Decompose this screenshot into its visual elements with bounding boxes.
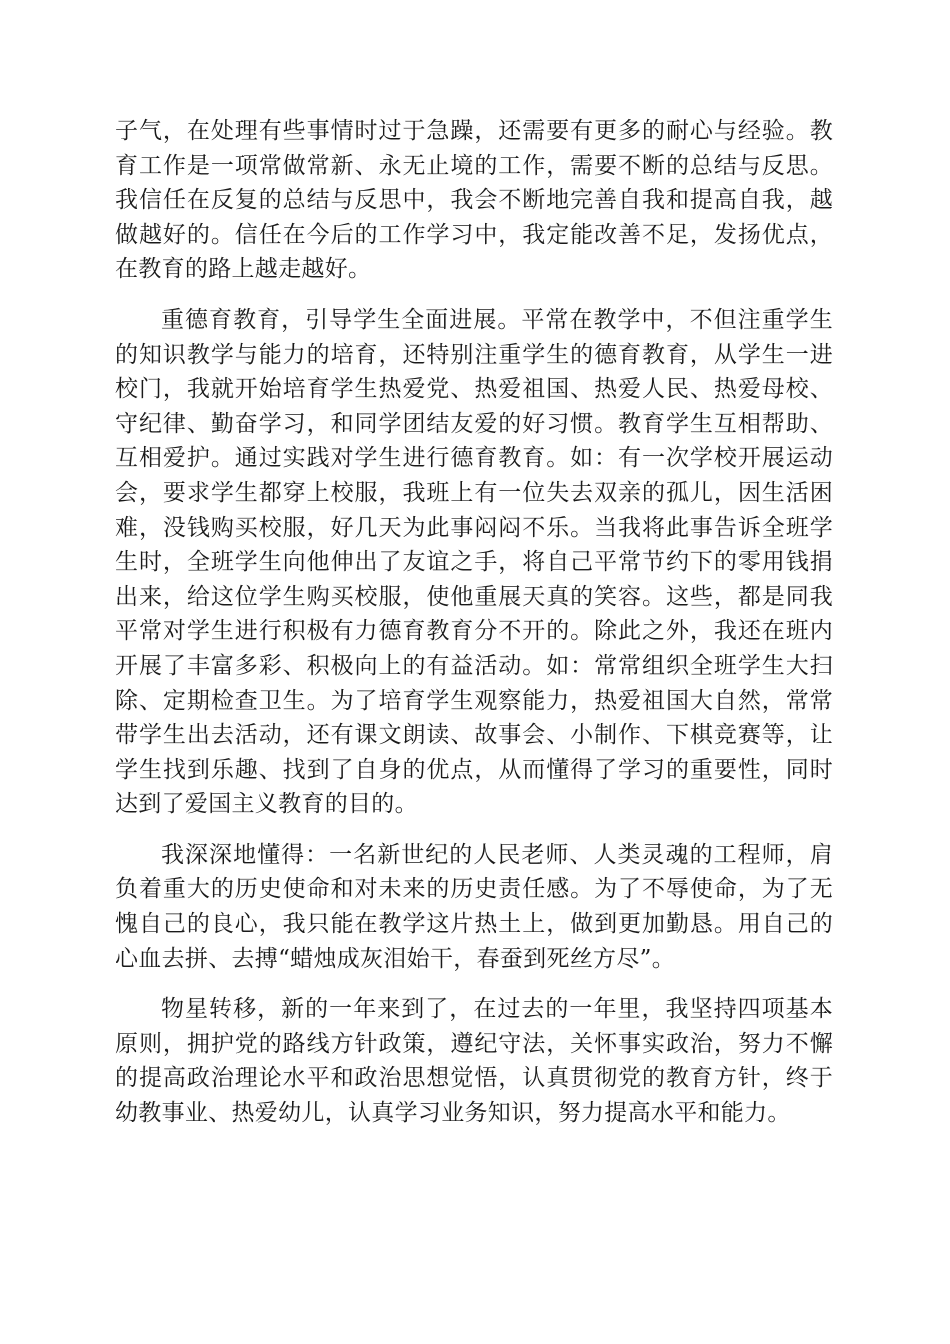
document-body xyxy=(115,114,833,1131)
paragraph-new-year: 物星转移，新的一年来到了，在过去的一年里，我坚持四项基本原则，拥护党的路线方针政策，遵纪守法，关怀事实政治，努力不懈的提高政治理论水平和政治思想觉悟，认真贯彻党的教育方针，终于幼教事业、热爱幼儿，认真学习业务知识，努力提高水平和能力。 xyxy=(115,996,833,1127)
paragraph-continuation: 子气，在处理有些事情时过于急躁，还需要有更多的耐心与经验。教育工作是一项常做常新、永无止境的工作，需要不断的总结与反思。我信任在反复的总结与反思中，我会不断地完善自我和提高自我，越做越好的。信任在今后的工作学习中，我定能改善不足，发扬优点，在教育的路上越走越好。 xyxy=(115,118,833,283)
paragraph-moral-education: 重德育教育，引导学生全面进展。平常在教学中，不但注重学生的知识教学与能力的培育，还特别注重学生的德育教育，从学生一进校门，我就开始培育学生热爱党、热爱祖国、热爱人民、热爱母校、守纪律、勤奋学习，和同学团结友爱的好习惯。教育学生互相帮助、互相爱护。通过实践对学生进行德育教育。如：有一次学校开展运动会，要求学生都穿上校服，我班上有一位失去双亲的孤儿，因生活困难，没钱购买校服，好几天为此事闷闷不乐。当我将此事告诉全班学生时，全班学生向他伸出了友谊之手，将自己平常节约下的零用钱捐出来，给这位学生购买校服，使他重展天真的笑容。这些，都是同我平常对学生进行积极有力德育教育分不开的。除此之外，我还在班内开展了丰富多彩、积极向上的有益活动。如：常常组织全班学生大扫除、定期检查卫生。为了培育学生观察能力，热爱祖国大自然，常常带学生出去活动，还有课文朗读、故事会、小制作、下棋竞赛等，让学生找到乐趣、找到了自身的优点，从而懂得了学习的重要性，同时达到了爱国主义教育的目的。 xyxy=(115,306,833,818)
paragraph-teacher-mission: 我深深地懂得：一名新世纪的人民老师、人类灵魂的工程师，肩负着重大的历史使命和对未来的历史责任感。为了不辱使命，为了无愧自己的良心，我只能在教学这片热土上，做到更加勤恳。用自己的心血去拼、去搏“蜡烛成灰泪始干，春蚕到死丝方尽”。 xyxy=(115,841,833,972)
